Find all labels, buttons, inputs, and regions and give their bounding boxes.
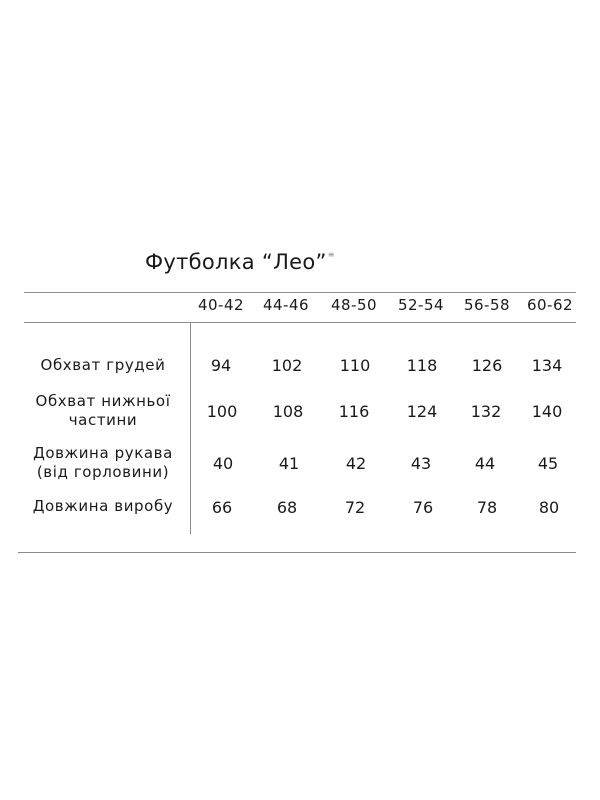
table-cell: 42 <box>345 454 367 473</box>
table-cell: 41 <box>278 454 300 473</box>
chart-title <box>145 250 335 274</box>
row-label-line: частини <box>68 411 138 429</box>
size-header-cell: 40-42 <box>197 296 245 314</box>
table-cell: 100 <box>206 402 238 421</box>
table-cell: 43 <box>410 454 432 473</box>
row-label-line: Довжина виробу <box>32 497 174 515</box>
size-header-cell: 60-62 <box>526 296 574 314</box>
table-cell: 78 <box>476 498 498 517</box>
table-cell: 118 <box>406 356 438 375</box>
row-label-line: Обхват грудей <box>40 356 166 374</box>
table-cell: 132 <box>470 402 502 421</box>
table-cell: 80 <box>538 498 560 517</box>
table-cell: 126 <box>471 356 503 375</box>
header-rule <box>24 322 576 323</box>
row-label-lower-girth <box>28 392 178 430</box>
bottom-rule <box>18 552 576 553</box>
table-cell: 102 <box>271 356 303 375</box>
table-cell: 44 <box>474 454 496 473</box>
row-label-chest <box>28 356 178 375</box>
table-cell: 134 <box>531 356 563 375</box>
row-label-line: Довжина рукава <box>33 444 173 462</box>
table-cell: 110 <box>339 356 371 375</box>
table-cell: 40 <box>212 454 234 473</box>
table-cell: 45 <box>537 454 559 473</box>
table-cell: 124 <box>406 402 438 421</box>
trademark-mark: ≡ <box>327 250 335 259</box>
row-label-sleeve-length <box>28 444 178 482</box>
table-cell: 72 <box>344 498 366 517</box>
size-header-cell: 56-58 <box>463 296 511 314</box>
size-header-cell: 44-46 <box>262 296 310 314</box>
table-cell: 76 <box>412 498 434 517</box>
label-column-divider <box>190 322 191 534</box>
top-rule <box>24 292 576 293</box>
table-cell: 108 <box>272 402 304 421</box>
row-label-garment-length <box>28 497 178 516</box>
row-label-line: Обхват нижньої <box>35 392 171 410</box>
row-label-line: (від горловини) <box>36 463 170 481</box>
title-text: Футболка “Лео” <box>145 250 327 274</box>
size-header-cell: 48-50 <box>330 296 378 314</box>
table-cell: 116 <box>338 402 370 421</box>
table-cell: 94 <box>210 356 232 375</box>
table-cell: 66 <box>211 498 233 517</box>
table-cell: 140 <box>531 402 563 421</box>
size-header-cell: 52-54 <box>397 296 445 314</box>
table-cell: 68 <box>276 498 298 517</box>
